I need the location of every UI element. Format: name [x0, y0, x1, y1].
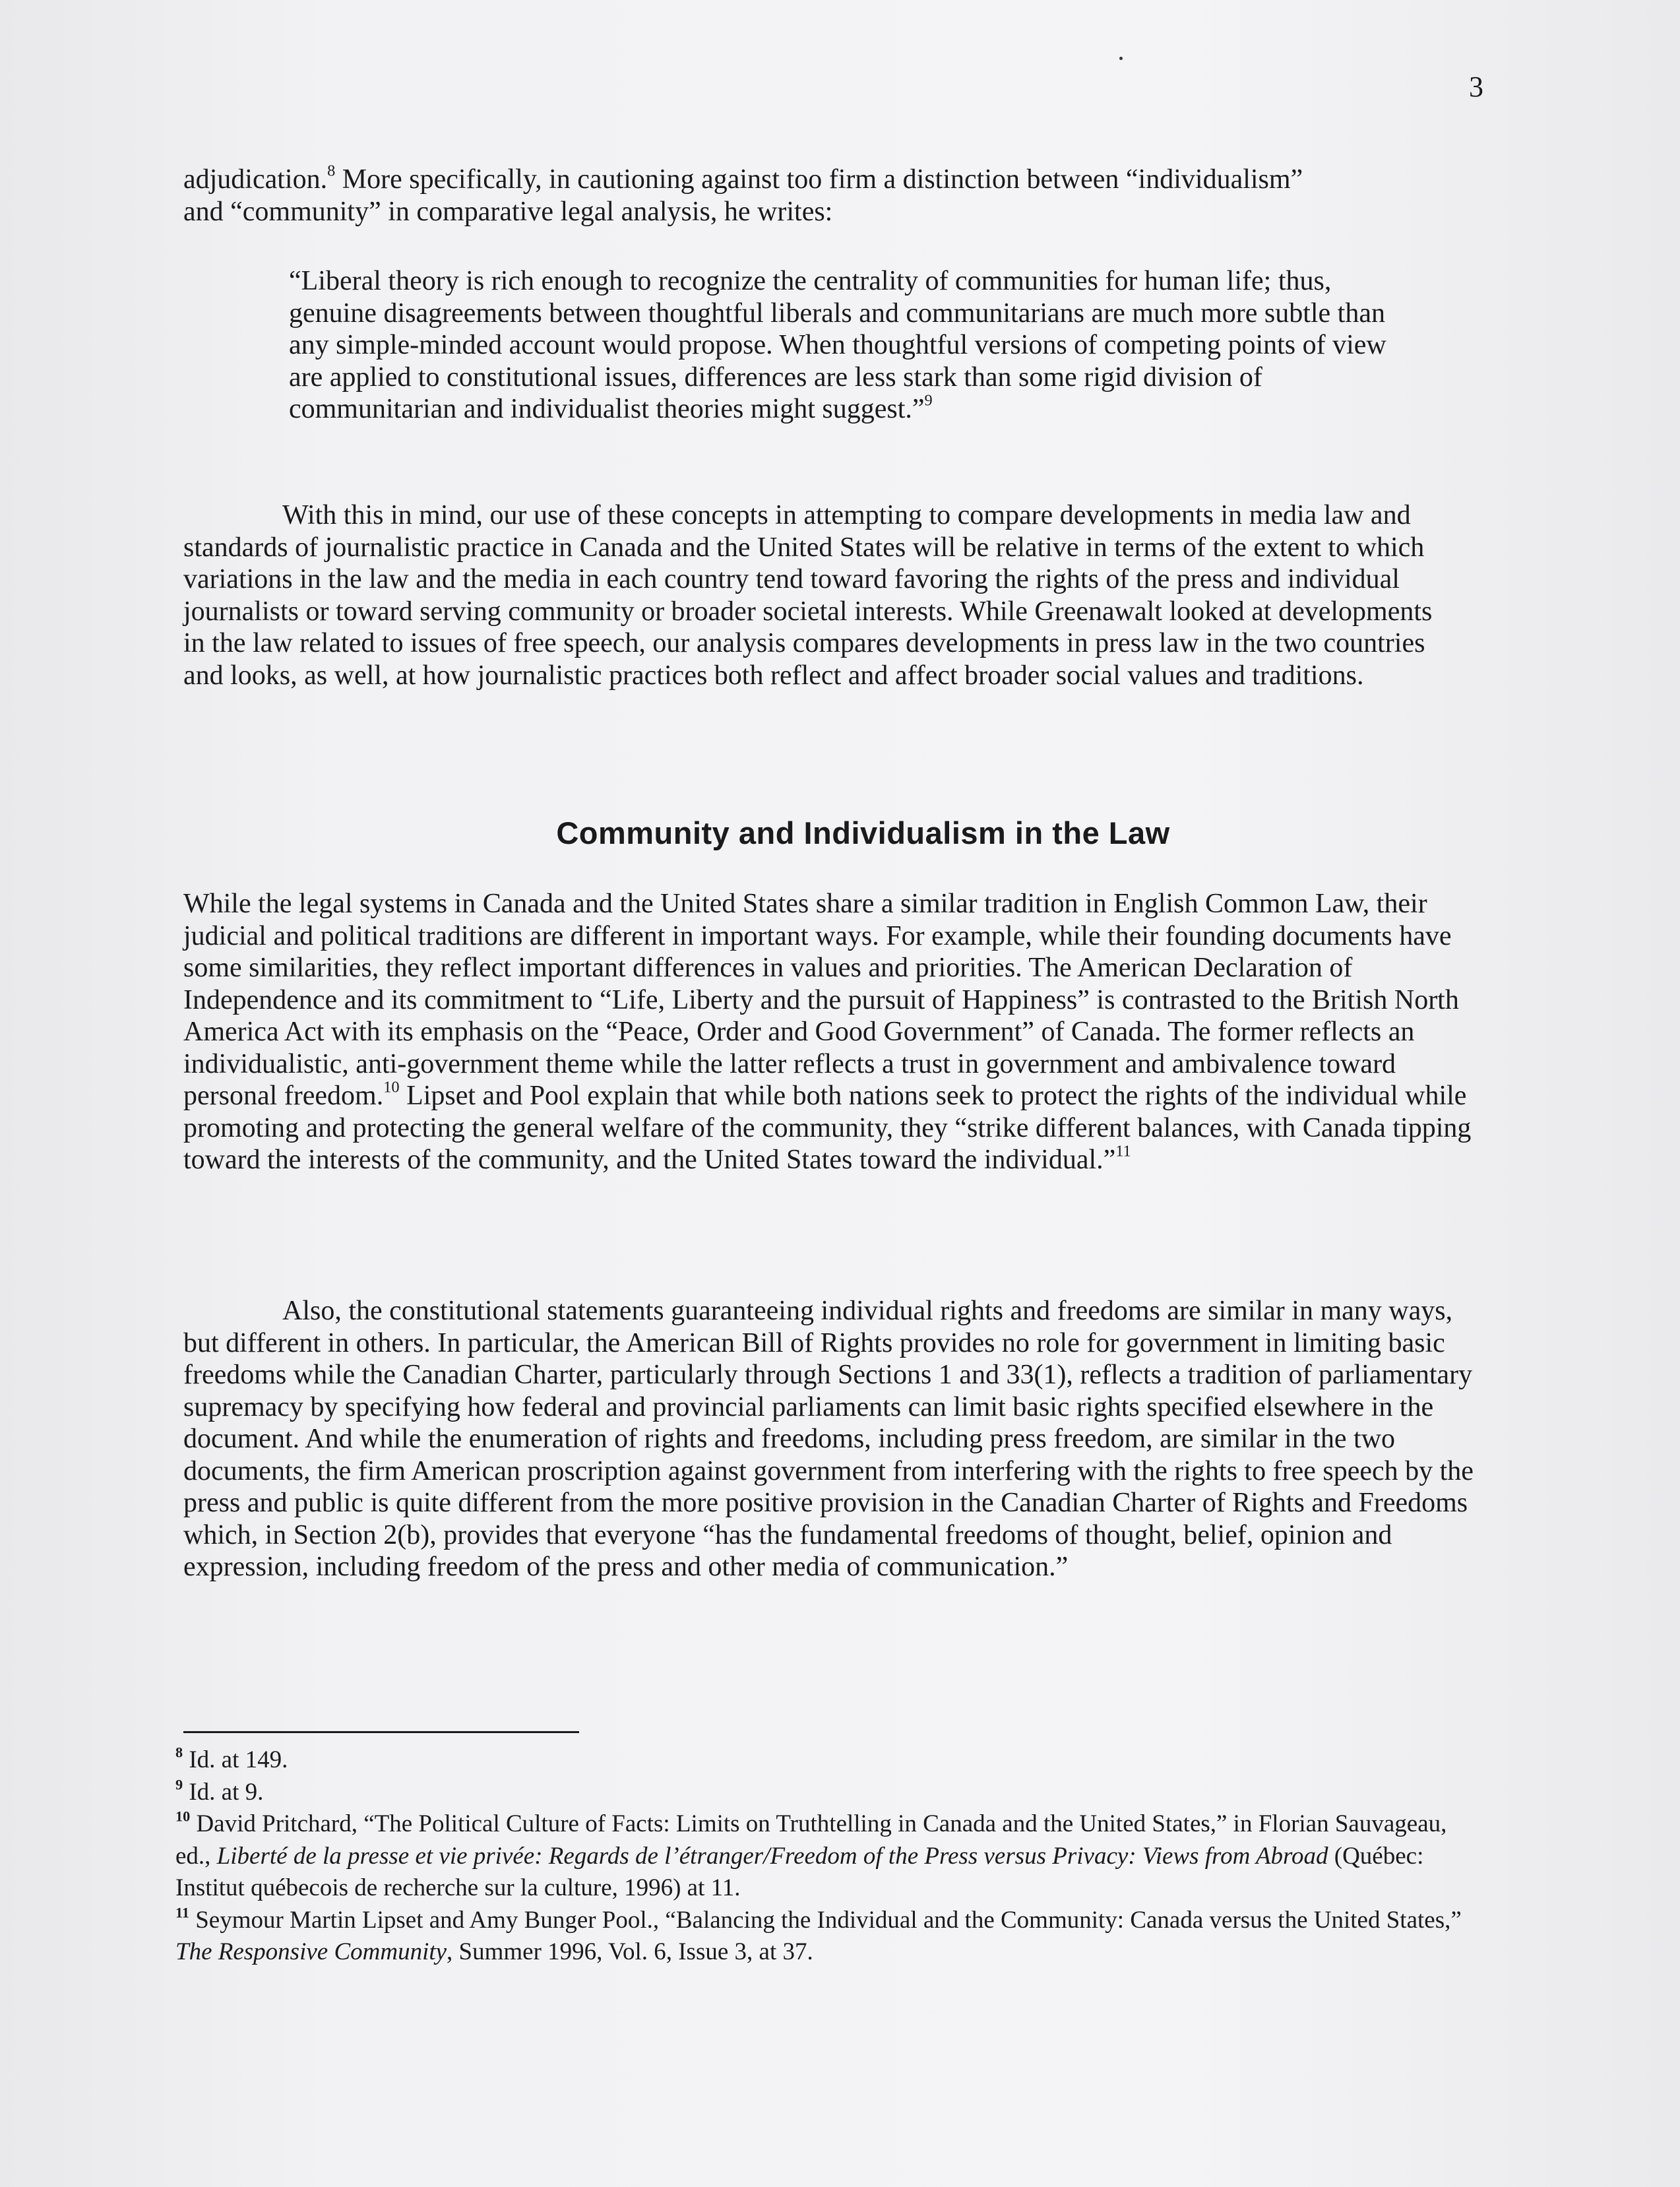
- paragraph-legal-systems-text: While the legal systems in Canada and the United States share a similar tradition in English Common Law, their judicial and political traditions are different in important ways. For example, while their founding documents have some similarities, they reflect important differences in values and priorities. The American Declaration of Independence and its commitment to “Life, Liberty and the pursuit of Happiness” is contrasted to the British North America Act with its emphasis on the “Peace, Order and Good Government” of Canada. The former reflects an individualistic, anti-government theme while the latter reflects a trust in government and ambivalence toward personal freedom.: [183, 889, 1459, 1111]
- footnote-10: [175, 1808, 1488, 1905]
- footnote-italic-title: Liberté de la presse et vie privée: Regards de l’étranger/Freedom of the Press versus Privacy: Views from Abroad: [216, 1842, 1328, 1870]
- block-quote: [289, 265, 1410, 426]
- footnote-text: Id. at 149.: [183, 1746, 288, 1773]
- footnote-text-cont: (Québec: Institut québecois de recherche sur la culture, 1996) at 11.: [175, 1842, 1424, 1901]
- footnote-text: Seymour Martin Lipset and Amy Bunger Pool., “Balancing the Individual and the Community: Canada versus the United States,”: [189, 1906, 1462, 1934]
- footnote-11: [175, 1905, 1488, 1969]
- section-heading-text: Community and Individualism in the Law: [556, 815, 1170, 850]
- footnote-text: Id. at 9.: [183, 1778, 264, 1806]
- footnote-ref-10: 10: [383, 1078, 400, 1096]
- paragraph-intro: [183, 164, 1331, 228]
- paragraph-intro-text-cont: More specifically, in cautioning against too firm a distinction between “individualism” and “community” in comparative legal analysis, he writes:: [183, 164, 1303, 227]
- paragraph-legal-systems-text-cont: Lipset and Pool explain that while both nations seek to protect the rights of the individual while promoting and protecting the general welfare of the community, they “strike different balances, with Canada tipping toward the interests of the community, and the United States toward the individual.”: [183, 1081, 1472, 1175]
- footnotes: [175, 1744, 1488, 1969]
- footnote-number: 8: [175, 1744, 183, 1761]
- footnote-8: [175, 1744, 1488, 1777]
- footnote-number: 9: [175, 1775, 183, 1792]
- footnote-text: David Pritchard, “The Political Culture of Facts: Limits on Truthtelling in Canada and the United States,” in Florian Sauvageau, ed.,: [175, 1810, 1447, 1870]
- paragraph-intro-text: adjudication.: [183, 164, 328, 195]
- page-number: 3: [1469, 71, 1483, 103]
- footnote-italic-title: The Responsive Community: [175, 1938, 447, 1965]
- footnote-divider: [183, 1731, 579, 1733]
- footnote-ref-9: 9: [924, 391, 933, 410]
- footnote-text-cont: , Summer 1996, Vol. 6, Issue 3, at 37.: [447, 1938, 813, 1965]
- footnote-9: [175, 1777, 1488, 1809]
- footnote-number: 10: [175, 1808, 191, 1825]
- paragraph-constitutional-statements: Also, the constitutional statements guaranteeing individual rights and freedoms are similar in many ways, but different in others. In particular, the American Bill of Rights provides no role for government in limiting basic freedoms while the Canadian Charter, particularly through Sections 1 and 33(1), reflects a tradition of parliamentary supremacy by specifying how federal and provincial parliaments can limit basic rights specified elsewhere in the document. And while the enumeration of rights and freedoms, including press freedom, are similar in the two documents, the firm American proscription against government from interfering with the rights to free speech by the press and public is quite different from the more positive provision in the Canadian Charter of Rights and Freedoms which, in Section 2(b), provides that everyone “has the fundamental freedoms of thought, belief, opinion and expression, including freedom of the press and other media of communication.”: [183, 1296, 1474, 1582]
- scan-speck: [1119, 57, 1123, 60]
- paragraph-legal-systems: [183, 888, 1476, 1176]
- footnote-ref-11: 11: [1115, 1142, 1131, 1160]
- section-heading: [0, 815, 1680, 851]
- paragraph-concepts: With this in mind, our use of these concepts in attempting to compare developments in media law and standards of journalistic practice in Canada and the United States will be relative in terms of the extent to which variations in the law and the media in each country tend toward favoring the rights of the press and individual journalists or toward serving community or broader societal interests. While Greenawalt looked at developments in the law related to issues of free speech, our analysis compares developments in press law in the two countries and looks, as well, at how journalistic practices both reflect and affect broader social values and traditions.: [183, 500, 1433, 691]
- block-quote-text: “Liberal theory is rich enough to recognize the centrality of communities for human life; thus, genuine disagreements between thoughtful liberals and communitarians are much more subtle than any simple-minded account would propose. When thoughtful versions of competing points of view are applied to constitutional issues, differences are less stark than some rigid division of communitarian and individualist theories might suggest.”: [289, 266, 1386, 424]
- footnote-number: 11: [175, 1903, 189, 1920]
- footnote-ref-8: 8: [327, 162, 336, 180]
